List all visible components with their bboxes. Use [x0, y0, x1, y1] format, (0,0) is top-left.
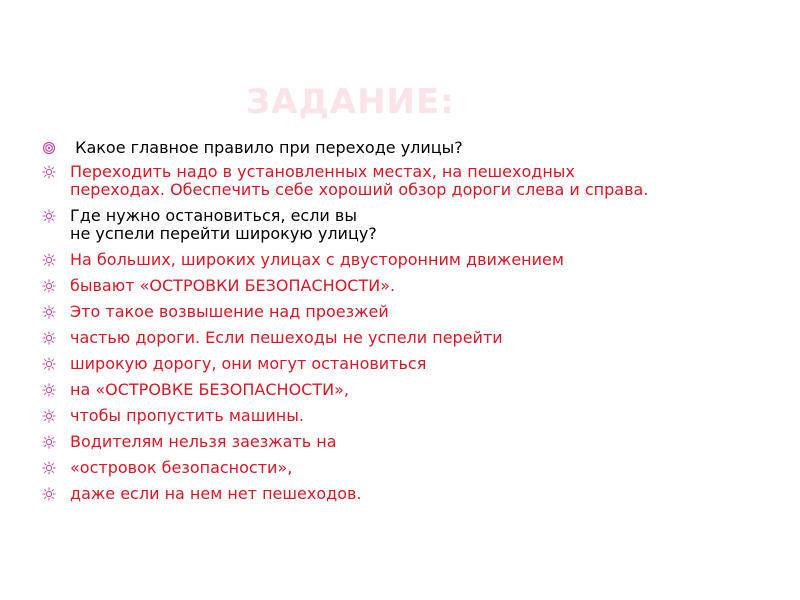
list-item-text: Водителям нельзя заезжать на — [70, 432, 337, 451]
list-item-text: «островок безопасности», — [70, 458, 293, 477]
list-item-text: чтобы пропустить машины. — [70, 406, 304, 425]
list-item-question-2 — [42, 207, 662, 243]
list-item-question-1 — [42, 139, 662, 157]
list-item-text: Какое главное правило при переходе улицы? — [70, 138, 463, 157]
list-item-answer-6 — [42, 355, 662, 373]
sun-bullet-icon — [42, 461, 56, 475]
list-item-answer-5 — [42, 329, 662, 347]
list-item-text: На больших, широких улицах с двусторонним движением — [70, 250, 564, 269]
list-item-answer-11 — [42, 485, 662, 503]
sun-bullet-icon — [42, 487, 56, 501]
sun-bullet-icon — [42, 253, 56, 267]
bullet-list — [42, 139, 662, 503]
list-item-text: Где нужно остановиться, если вы не успели перейти широкую улицу? — [70, 206, 377, 243]
sun-bullet-icon — [42, 209, 56, 223]
list-item-text: Переходить надо в установленных местах, на пешеходных переходах. Обеспечить себе хороший обзор дороги слева и справа. — [70, 162, 649, 199]
list-item-text: широкую дорогу, они могут остановиться — [70, 354, 427, 373]
slide-title: ЗАДАНИЕ: — [246, 82, 455, 122]
list-item-answer-8 — [42, 407, 662, 425]
list-item-text: Это такое возвышение над проезжей — [70, 302, 389, 321]
list-item-answer-3 — [42, 277, 662, 295]
list-item-text: даже если на нем нет пешеходов. — [70, 484, 362, 503]
sun-bullet-icon — [42, 409, 56, 423]
sun-bullet-icon — [42, 305, 56, 319]
list-item-answer-9 — [42, 433, 662, 451]
list-item-answer-4 — [42, 303, 662, 321]
list-item-answer-1 — [42, 163, 662, 199]
list-item-answer-7 — [42, 381, 662, 399]
sun-bullet-icon — [42, 331, 56, 345]
list-item-text: на «ОСТРОВКЕ БЕЗОПАСНОСТИ», — [70, 380, 349, 399]
list-item-text: частью дороги. Если пешеходы не успели перейти — [70, 328, 503, 347]
list-item-answer-10 — [42, 459, 662, 477]
sun-bullet-icon — [42, 165, 56, 179]
list-item-text: бывают «ОСТРОВКИ БЕЗОПАСНОСТИ». — [70, 276, 396, 295]
sun-bullet-icon — [42, 435, 56, 449]
sun-bullet-icon — [42, 383, 56, 397]
sun-bullet-icon — [42, 357, 56, 371]
list-item-answer-2 — [42, 251, 662, 269]
sun-bullet-icon — [42, 279, 56, 293]
spiral-bullet-icon — [42, 141, 56, 155]
